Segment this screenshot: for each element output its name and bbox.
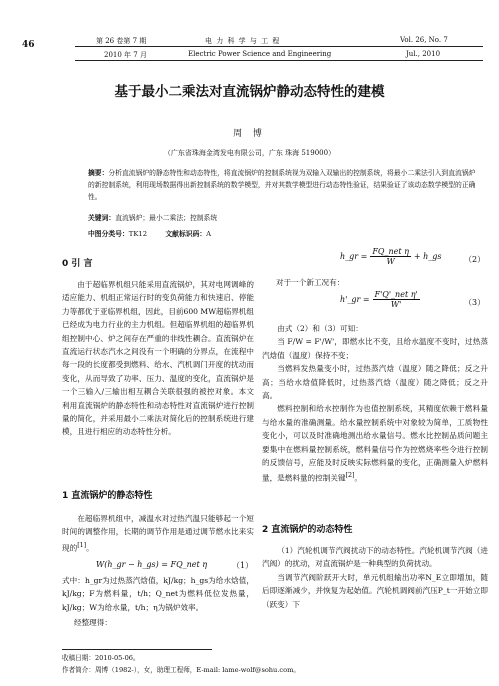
journal-en: Electric Power Science and Engineering xyxy=(188,50,332,58)
clc-value: TK12 xyxy=(128,230,148,238)
transform-text: 经整理得： xyxy=(74,618,112,627)
abstract xyxy=(88,167,478,203)
right-paragraph-1: 由式（2）和（3）可知： xyxy=(277,324,363,333)
header-rule-thick xyxy=(75,60,483,61)
equation-2-number: （2） xyxy=(464,255,486,264)
right-paragraph-3: 当燃料发热量变小时，过热蒸汽焓（温度）随之降低；反之升高；当给水焓值降低时，过热蒸汽焓（温度）随之降低；反之升高。 xyxy=(262,364,488,401)
keywords xyxy=(88,212,217,222)
section1-suffix: 。 xyxy=(86,543,94,553)
equation-3-denominator: W' xyxy=(390,300,402,309)
intro-body xyxy=(62,278,254,439)
affiliation: （广东省珠海金湾发电有限公司，广东 珠海 519000） xyxy=(163,149,336,157)
right-column-body xyxy=(262,322,488,485)
header-rule-thin xyxy=(75,46,483,47)
section2-body xyxy=(262,544,488,611)
doc-label: 文献标识码： xyxy=(165,230,207,238)
right-paragraph-4 xyxy=(262,402,488,485)
classification xyxy=(88,228,211,238)
equation-2-lhs: h_gr = xyxy=(340,252,368,261)
section1-citation: [1] xyxy=(77,541,87,549)
section2-paragraph-2: 当调节汽阀阶跃开大时，单元机组输出功率N_E立即增加，随后即逐渐减少，并恢复为起始值。汽轮机调阀前汽压P_t一开始立即（跃变）下 xyxy=(262,572,488,609)
section1-heading: 1 直流锅炉的静态特性 xyxy=(62,491,153,501)
right-paragraph-2: 当 F/W = F'/W'，即燃水比不变，且给水温度不变时，过热蒸汽焓值（温度）保持不变； xyxy=(262,337,488,360)
equation-3 xyxy=(340,290,420,309)
section1-paragraph xyxy=(62,512,254,555)
volume-en: Vol. 26, No. 7 xyxy=(400,36,448,44)
date-en: Jul., 2010 xyxy=(406,50,441,58)
right-paragraph-4-text: 燃料控制和给水控制作为也值控制系统，其精度依赖于燃料量与给水量的准确测量。给水量控制系统中对象较为简单，工质物性变化小，可以及时准确地测出给水量信号。燃水比控制品质问题主要集中在燃料量控制系统，燃料量信号作为控燃烧率些令进行控制的反馈信号，应能及时反映实际燃料量的变化，正确测量入炉燃料量，是燃料量的控制关键 xyxy=(262,404,488,483)
section1-text: 在超临界机组中，减温水对过热汽温只能够起一个短时间的调整作用，长期的调节作用是通过调节燃水比来实现的 xyxy=(62,514,254,553)
right-paragraph-4-suffix: 。 xyxy=(354,474,363,483)
intro-paragraph: 由于超临界机组只能采用直流锅炉，其对电网调峰的适应能力、机组正常运行时的变负荷能力和快速启、停能力等都优于亚临界机组，因此，目前600 MW超临界机组已经成为电力行业的主力机组。但超临界机组的超临界机组控制中心、炉之间存在严重的非线性耦合。直流锅炉在直流运行状态汽水之间没有一个明确的分界点，在流程中每一段的长度都受到燃料、给水、汽机调门开度的扰动而变化，从而导致了功率、压力、温度的变化，直流锅炉是一个三输入/三输出相互耦合关联很强的被控对象。本文利用直流锅炉的静态特性和动态特性对直流锅炉进行控制量的简化，并采用最小二乘法对简化后的控制系统进行建模，且进行相应的动态特性分析。 xyxy=(62,280,254,437)
equation-3-numerator: F'Q'_net η' xyxy=(374,290,418,299)
author-introduction: 作者简介：周博（1982-），女，助理工程师，E-mail: lame-wolf@sohu.com。 xyxy=(62,666,300,674)
journal-cn: 电 力 科 学 与 工 程 xyxy=(205,37,281,45)
received-date: 收稿日期：2010-05-06。 xyxy=(62,654,140,662)
page-number: 46 xyxy=(22,40,35,50)
footer-rule xyxy=(62,649,212,650)
equation-2-fraction xyxy=(370,247,411,266)
right-paragraph-4-citation: [2] xyxy=(345,472,355,480)
equation-1-number: （1） xyxy=(232,561,254,570)
new-condition-text: 对于一个新工况有： xyxy=(276,278,345,287)
paper-title: 基于最小二乘法对直流锅炉静动态特性的建模 xyxy=(114,84,385,100)
abstract-label: 摘要： xyxy=(88,169,109,177)
equation-1-where: 式中：h_gr为过热蒸汽焓值，kJ/kg；h_gs为给水焓值，kJ/kg；F为燃料量，t/h；Q_net为燃料低位发热量，kJ/kg；W为给水量，t/h；η为锅炉效率。 xyxy=(62,576,254,612)
clc-label: 中图分类号： xyxy=(88,230,129,238)
equation-3-fraction xyxy=(373,290,420,309)
volume-cn: 第 26 卷第 7 期 xyxy=(96,37,147,45)
equation-2 xyxy=(340,247,442,266)
equation-2-tail: + h_gs xyxy=(413,252,442,261)
section1-body xyxy=(62,512,254,555)
equation-3-number: （3） xyxy=(464,298,486,307)
equation-1: W(h_gr − h_gs) = FQ_net η xyxy=(96,560,208,569)
equation-3-lhs: h'_gr = xyxy=(340,295,370,304)
date-cn: 2010 年 7 月 xyxy=(104,51,147,59)
keywords-label: 关键词： xyxy=(88,214,116,222)
intro-heading: 0 引 言 xyxy=(62,259,93,269)
section2-heading: 2 直流锅炉的动态特性 xyxy=(262,525,353,535)
equation-2-denominator: W xyxy=(386,257,395,266)
doc-value: A xyxy=(206,230,212,238)
author: 周 博 xyxy=(233,129,266,139)
keywords-text: 直流锅炉；最小二乘法；控制系统 xyxy=(115,214,218,222)
abstract-text: 分析直流锅炉的静态特性和动态特性，将直流锅炉的控制系统视为双输入双输出的控制系统，将最小二乘法引入到直流锅炉的新控制系统，利用现场数据得出新控制系统的数学模型，并对其数学模型进行动态特性验证，结果验证了该动态数学模型的正确性。 xyxy=(88,169,476,201)
equation-2-numerator: FQ_net η xyxy=(372,247,409,256)
section2-paragraph-1: （1）汽轮机调节汽阀扰动下的动态特性。汽轮机调节汽阀（进汽阀）的扰动，对直流锅炉是一种典型的负荷扰动。 xyxy=(262,546,488,569)
